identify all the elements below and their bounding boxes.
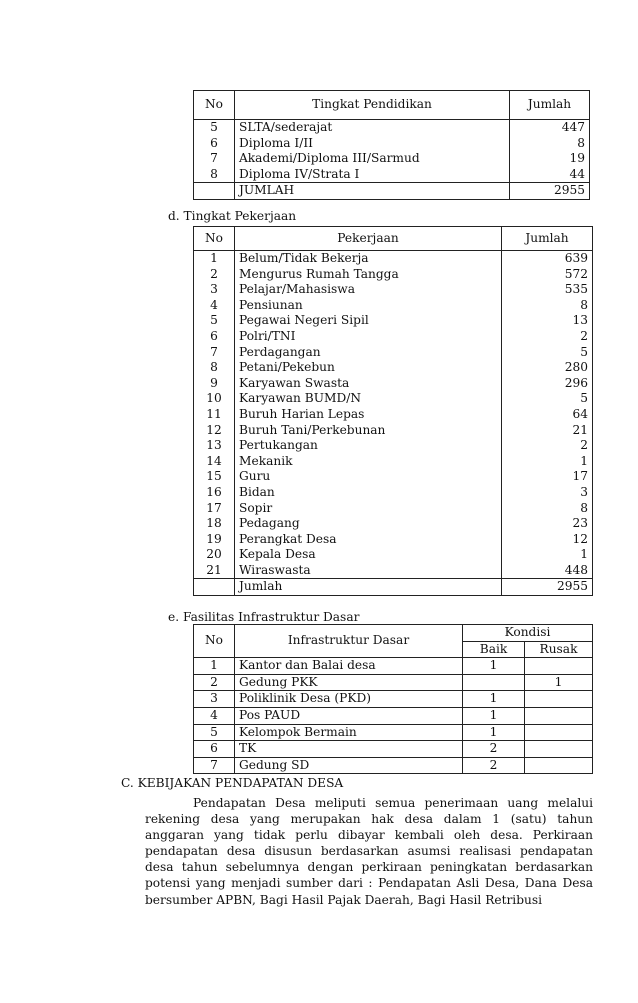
table-row (194, 724, 593, 741)
cell-label: Mengurus Rumah Tangga (235, 267, 502, 283)
cell-label: Kepala Desa (235, 547, 502, 563)
header-occupation: Pekerjaan (235, 227, 502, 251)
cell-no: 6 (194, 329, 235, 345)
paragraph-text: Pendapatan Desa meliputi semua penerimaan uang melalui rekening desa yang merupakan hak desa dalam 1 (satu) tahun anggaran yang tidak perlu dibayar kembali oleh desa. Perkiraan pendapatan desa disusun berdasarkan asumsi realisasi pendapatan desa tahun sebelumnya dengan perkiraan peningkatan berdasarkan potensi yang menjadi sumber dari : Pendapatan Asli Desa, Dana Desa bersumber APBN, Bagi Hasil Pajak Daerah, Bagi Hasil Retribusi (145, 796, 593, 907)
cell-label: Polri/TNI (235, 329, 502, 345)
table-row (194, 151, 590, 167)
cell-label: Kelompok Bermain (235, 724, 463, 741)
table-row (194, 707, 593, 724)
cell-no: 3 (194, 691, 235, 708)
cell-count: 2 (502, 329, 593, 345)
cell-label: Gedung PKK (235, 674, 463, 691)
table-row (194, 407, 593, 423)
total-label: JUMLAH (235, 183, 510, 200)
cell-good: 2 (463, 741, 525, 758)
cell-label: Karyawan BUMD/N (235, 391, 502, 407)
total-count: 2955 (502, 579, 593, 596)
header-infrastructure: Infrastruktur Dasar (235, 625, 463, 658)
section-c-heading: C. KEBIJAKAN PENDAPATAN DESA (121, 776, 344, 790)
cell-count: 17 (502, 469, 593, 485)
cell-damaged (525, 741, 593, 758)
cell-label: Kantor dan Balai desa (235, 658, 463, 675)
cell-label: Guru (235, 469, 502, 485)
cell-no: 5 (194, 313, 235, 329)
infrastructure-section-label: e. Fasilitas Infrastruktur Dasar (168, 610, 360, 624)
cell-damaged (525, 724, 593, 741)
table-row (194, 691, 593, 708)
cell-label: Pos PAUD (235, 707, 463, 724)
table-row (194, 282, 593, 298)
header-count: Jumlah (502, 227, 593, 251)
infrastructure-table (193, 624, 593, 774)
cell-count: 447 (510, 120, 590, 136)
cell-label: SLTA/sederajat (235, 120, 510, 136)
cell-count: 8 (510, 136, 590, 152)
table-row (194, 267, 593, 283)
cell-count: 280 (502, 360, 593, 376)
table-row (194, 485, 593, 501)
table-row (194, 563, 593, 579)
table-header-row (194, 91, 590, 120)
cell-count: 448 (502, 563, 593, 579)
cell-good (463, 674, 525, 691)
table-row (194, 532, 593, 548)
cell-label: TK (235, 741, 463, 758)
cell-count: 1 (502, 454, 593, 470)
table-row (194, 516, 593, 532)
cell-no: 19 (194, 532, 235, 548)
cell-damaged (525, 691, 593, 708)
occupation-section-label: d. Tingkat Pekerjaan (168, 209, 297, 223)
cell-no: 1 (194, 251, 235, 267)
cell-no: 18 (194, 516, 235, 532)
header-good: Baik (463, 641, 525, 658)
table-row (194, 329, 593, 345)
cell-count: 23 (502, 516, 593, 532)
cell-count: 572 (502, 267, 593, 283)
cell-no: 7 (194, 151, 235, 167)
cell-no: 9 (194, 376, 235, 392)
cell-no: 4 (194, 298, 235, 314)
total-count: 2955 (510, 183, 590, 200)
cell-no: 1 (194, 658, 235, 675)
cell-no: 14 (194, 454, 235, 470)
table-row (194, 376, 593, 392)
cell-count: 2 (502, 438, 593, 454)
table-row (194, 345, 593, 361)
table-row (194, 251, 593, 267)
cell-count: 44 (510, 167, 590, 183)
cell-label: Mekanik (235, 454, 502, 470)
cell-label: Diploma I/II (235, 136, 510, 152)
cell-count: 8 (502, 298, 593, 314)
cell-label: Pensiunan (235, 298, 502, 314)
cell-no: 6 (194, 136, 235, 152)
cell-no: 20 (194, 547, 235, 563)
table-row (194, 454, 593, 470)
cell-damaged (525, 707, 593, 724)
cell-count: 535 (502, 282, 593, 298)
cell-no: 7 (194, 757, 235, 774)
cell-label: Buruh Harian Lepas (235, 407, 502, 423)
cell-no: 2 (194, 674, 235, 691)
cell-good: 1 (463, 691, 525, 708)
cell-no: 16 (194, 485, 235, 501)
cell-no: 12 (194, 423, 235, 439)
cell-good: 1 (463, 724, 525, 741)
cell-count: 8 (502, 501, 593, 517)
table-row (194, 674, 593, 691)
header-count: Jumlah (510, 91, 590, 120)
occupation-table (193, 226, 593, 596)
cell-no: 8 (194, 167, 235, 183)
cell-count: 5 (502, 345, 593, 361)
header-no: No (194, 227, 235, 251)
total-row (194, 579, 593, 596)
table-row (194, 136, 590, 152)
cell-count: 1 (502, 547, 593, 563)
cell-count: 12 (502, 532, 593, 548)
header-education-level: Tingkat Pendidikan (235, 91, 510, 120)
table-row (194, 757, 593, 774)
cell-count: 21 (502, 423, 593, 439)
cell-label: Bidan (235, 485, 502, 501)
cell-label: Belum/Tidak Bekerja (235, 251, 502, 267)
cell-no: 5 (194, 120, 235, 136)
cell-damaged (525, 658, 593, 675)
cell-good: 2 (463, 757, 525, 774)
cell-no: 11 (194, 407, 235, 423)
table-row (194, 391, 593, 407)
cell-no: 2 (194, 267, 235, 283)
section-c-paragraph (145, 795, 593, 908)
cell-count: 19 (510, 151, 590, 167)
cell-count: 64 (502, 407, 593, 423)
cell-label: Perangkat Desa (235, 532, 502, 548)
cell-label: Buruh Tani/Perkebunan (235, 423, 502, 439)
cell-no: 10 (194, 391, 235, 407)
cell-label: Sopir (235, 501, 502, 517)
total-row (194, 183, 590, 200)
cell-good: 1 (463, 658, 525, 675)
cell-damaged (525, 757, 593, 774)
cell-damaged: 1 (525, 674, 593, 691)
cell-label: Pertukangan (235, 438, 502, 454)
cell-count: 5 (502, 391, 593, 407)
cell-good: 1 (463, 707, 525, 724)
cell-no: 4 (194, 707, 235, 724)
cell-label: Perdagangan (235, 345, 502, 361)
header-condition: Kondisi (463, 625, 593, 642)
cell-no: 13 (194, 438, 235, 454)
table-row (194, 438, 593, 454)
cell-no: 7 (194, 345, 235, 361)
cell-no: 17 (194, 501, 235, 517)
cell-no: 21 (194, 563, 235, 579)
table-row (194, 469, 593, 485)
table-row (194, 167, 590, 183)
cell-label: Karyawan Swasta (235, 376, 502, 392)
cell-no: 6 (194, 741, 235, 758)
cell-no: 5 (194, 724, 235, 741)
cell-count: 3 (502, 485, 593, 501)
cell-label: Petani/Pekebun (235, 360, 502, 376)
table-header-row (194, 625, 593, 642)
cell-count: 639 (502, 251, 593, 267)
table-row (194, 547, 593, 563)
table-header-row (194, 227, 593, 251)
table-row (194, 741, 593, 758)
cell-count: 13 (502, 313, 593, 329)
cell-label: Pedagang (235, 516, 502, 532)
cell-no-empty (194, 183, 235, 200)
cell-label: Akademi/Diploma III/Sarmud (235, 151, 510, 167)
education-table (193, 90, 590, 200)
cell-label: Gedung SD (235, 757, 463, 774)
cell-no: 3 (194, 282, 235, 298)
cell-count: 296 (502, 376, 593, 392)
table-row (194, 298, 593, 314)
table-row (194, 658, 593, 675)
header-no: No (194, 91, 235, 120)
cell-no: 15 (194, 469, 235, 485)
table-row (194, 501, 593, 517)
table-row (194, 423, 593, 439)
cell-label: Poliklinik Desa (PKD) (235, 691, 463, 708)
cell-label: Pelajar/Mahasiswa (235, 282, 502, 298)
cell-label: Diploma IV/Strata I (235, 167, 510, 183)
header-damaged: Rusak (525, 641, 593, 658)
table-row (194, 313, 593, 329)
table-row (194, 360, 593, 376)
header-no: No (194, 625, 235, 658)
cell-no: 8 (194, 360, 235, 376)
cell-label: Pegawai Negeri Sipil (235, 313, 502, 329)
total-label: Jumlah (235, 579, 502, 596)
cell-label: Wiraswasta (235, 563, 502, 579)
cell-no-empty (194, 579, 235, 596)
table-row (194, 120, 590, 136)
